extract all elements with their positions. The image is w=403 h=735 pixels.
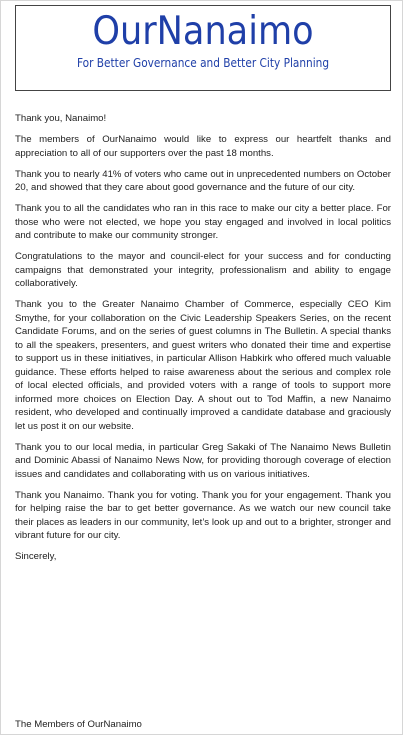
logo-title: OurNanaimo: [92, 9, 314, 54]
paragraph-chamber-of-commerce: Thank you to the Greater Nanaimo Chamber of Commerce, especially CEO Kim Smythe, for your collaboration on the Civic Leadership Speakers Series, on the recent Candidate Forums, and on the series of guest columns in The Bulletin. A special thanks to all the speakers, presenters, and guest writers who donated their time and expertise to support us in these initiatives, in particular Allison Habkirk who offered much valuable guidance. These efforts helped to raise awareness about the serious and complex role of local elected officials, and provided voters with a range of tools to support more informed more choices on Election Day. A shout out to Tod Maffin, a new Nanaimo resident, who developed and continually improved a candidate database and graciously let us post it on our website.: [15, 299, 391, 432]
letter-signature: The Members of OurNanaimo: [15, 719, 142, 730]
header-banner: [15, 5, 391, 91]
paragraph-local-media: Thank you to our local media, in particular Greg Sakaki of The Nanaimo News Bulletin and Dominic Abassi of Nanaimo News Now, for providing thorough coverage of election issues and candidates and collaborating with us on various initiatives.: [15, 441, 391, 480]
letter-closing: Sincerely,: [15, 551, 57, 562]
paragraph-voters: Thank you to nearly 41% of voters who came out in unprecedented numbers on October 20, and showed that they care about good governance and the future of our city.: [15, 168, 391, 193]
paragraph-congratulations: Congratulations to the mayor and council-elect for your success and for conducting campaigns that demonstrated your integrity, professionalism and ability to engage collaboratively.: [15, 251, 391, 289]
paragraph-closing-thanks: Thank you Nanaimo. Thank you for voting. Thank you for your engagement. Thank you for helping raise the bar to get better governance. As we watch our new council take their places as leaders in our community, let’s look up and out to a brighter, stronger and vibrant future for our city.: [15, 489, 391, 541]
logo-tagline: For Better Governance and Better City Planning: [76, 56, 330, 70]
letter-opening: Thank you, Nanaimo!: [15, 113, 107, 124]
letter-body: [15, 112, 391, 730]
paragraph-thanks-members: The members of OurNanaimo would like to express our heartfelt thanks and appreciation to all of our supporters over the past 18 months.: [15, 134, 391, 159]
paragraph-candidates: Thank you to all the candidates who ran in this race to make our city a better place. For those who were not elected, we hope you stay engaged and involved in local politics and contribute to make our community stronger.: [15, 203, 391, 241]
